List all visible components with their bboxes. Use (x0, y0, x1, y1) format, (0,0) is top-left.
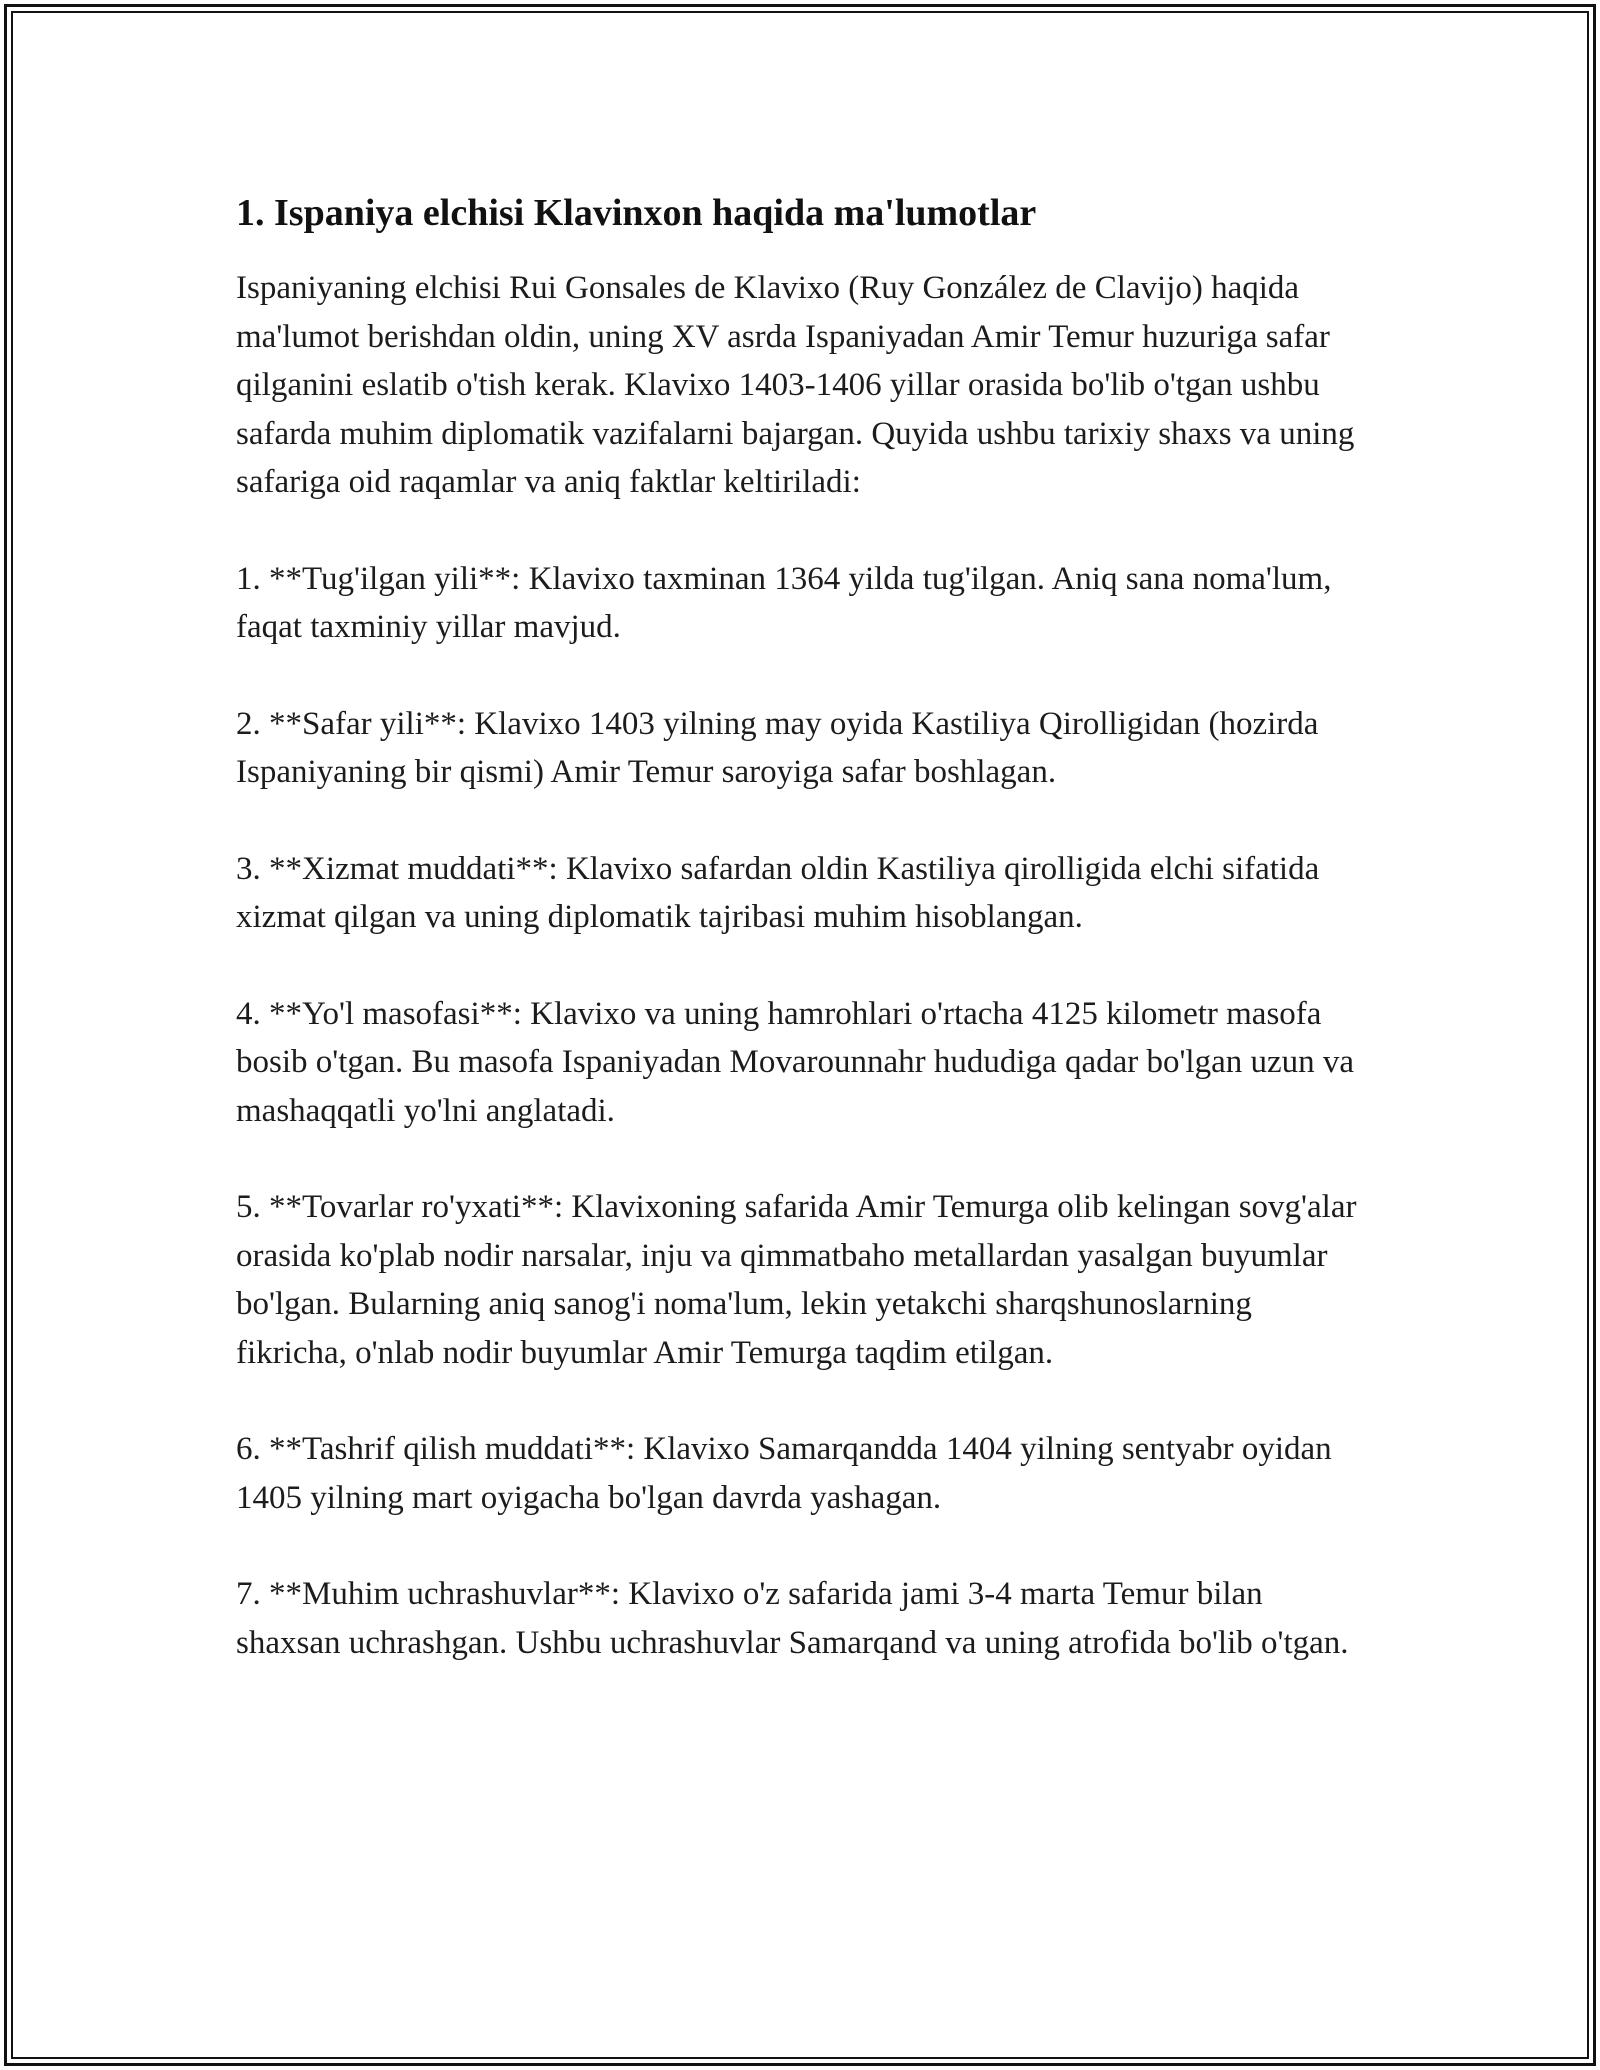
document-heading: 1. Ispaniya elchisi Klavinxon haqida ma'lumotlar (236, 192, 1037, 234)
document-body (236, 188, 1366, 1715)
list-item-birth-year: 1. **Tug'ilgan yili**: Klavixo taxminan 1364 yilda tug'ilgan. Aniq sana noma'lum, faqat taxminiy yillar mavjud. (236, 560, 1332, 645)
list-item-service-period: 3. **Xizmat muddati**: Klavixo safardan oldin Kastiliya qirolligida elchi sifatida xizmat qilgan va uning diplomatik tajribasi muhim hisoblangan. (236, 850, 1320, 935)
list-item-key-meetings: 7. **Muhim uchrashuvlar**: Klavixo o'z safarida jami 3-4 marta Temur bilan shaxsan uchrashgan. Ushbu uchrashuvlar Samarqand va uning atrofida bo'lib o'tgan. (236, 1576, 1349, 1661)
list-item-gifts-list: 5. **Tovarlar ro'yxati**: Klavixoning safarida Amir Temurga olib kelingan sovg'alar orasida ko'plab nodir narsalar, inju va qimmatbaho metallardan yasalgan buyumlar bo'lgan. Bularning aniq sanog'i noma'lum, lekin yetakchi sharqshunoslarning fikricha, o'nlab nodir buyumlar Amir Temurga taqdim etilgan. (236, 1189, 1357, 1371)
list-item-visit-duration: 6. **Tashrif qilish muddati**: Klavixo Samarqandda 1404 yilning sentyabr oyidan 1405 yilning mart oyigacha bo'lgan davrda yashagan. (236, 1431, 1332, 1516)
list-item-journey-year: 2. **Safar yili**: Klavixo 1403 yilning may oyida Kastiliya Qirolligidan (hozirda Ispaniyaning bir qismi) Amir Temur saroyiga safar boshlagan. (236, 705, 1319, 790)
list-item-route-distance: 4. **Yo'l masofasi**: Klavixo va uning hamrohlari o'rtacha 4125 kilometr masofa bosib o'tgan. Bu masofa Ispaniyadan Movarounnahr hududiga qadar bo'lgan uzun va mashaqqatli yo'lni anglatadi. (236, 995, 1355, 1129)
intro-paragraph: Ispaniyaning elchisi Rui Gonsales de Klavixo (Ruy González de Clavijo) haqida ma'lumot berishdan oldin, uning XV asrda Ispaniyadan Amir Temur huzuriga safar qilganini eslatib o'tish kerak. Klavixo 1403-1406 yillar orasida bo'lib o'tgan ushbu safarda muhim diplomatik vazifalarni bajargan. Quyida ushbu tarixiy shaxs va uning safariga oid raqamlar va aniq faktlar keltiriladi: (236, 270, 1355, 500)
